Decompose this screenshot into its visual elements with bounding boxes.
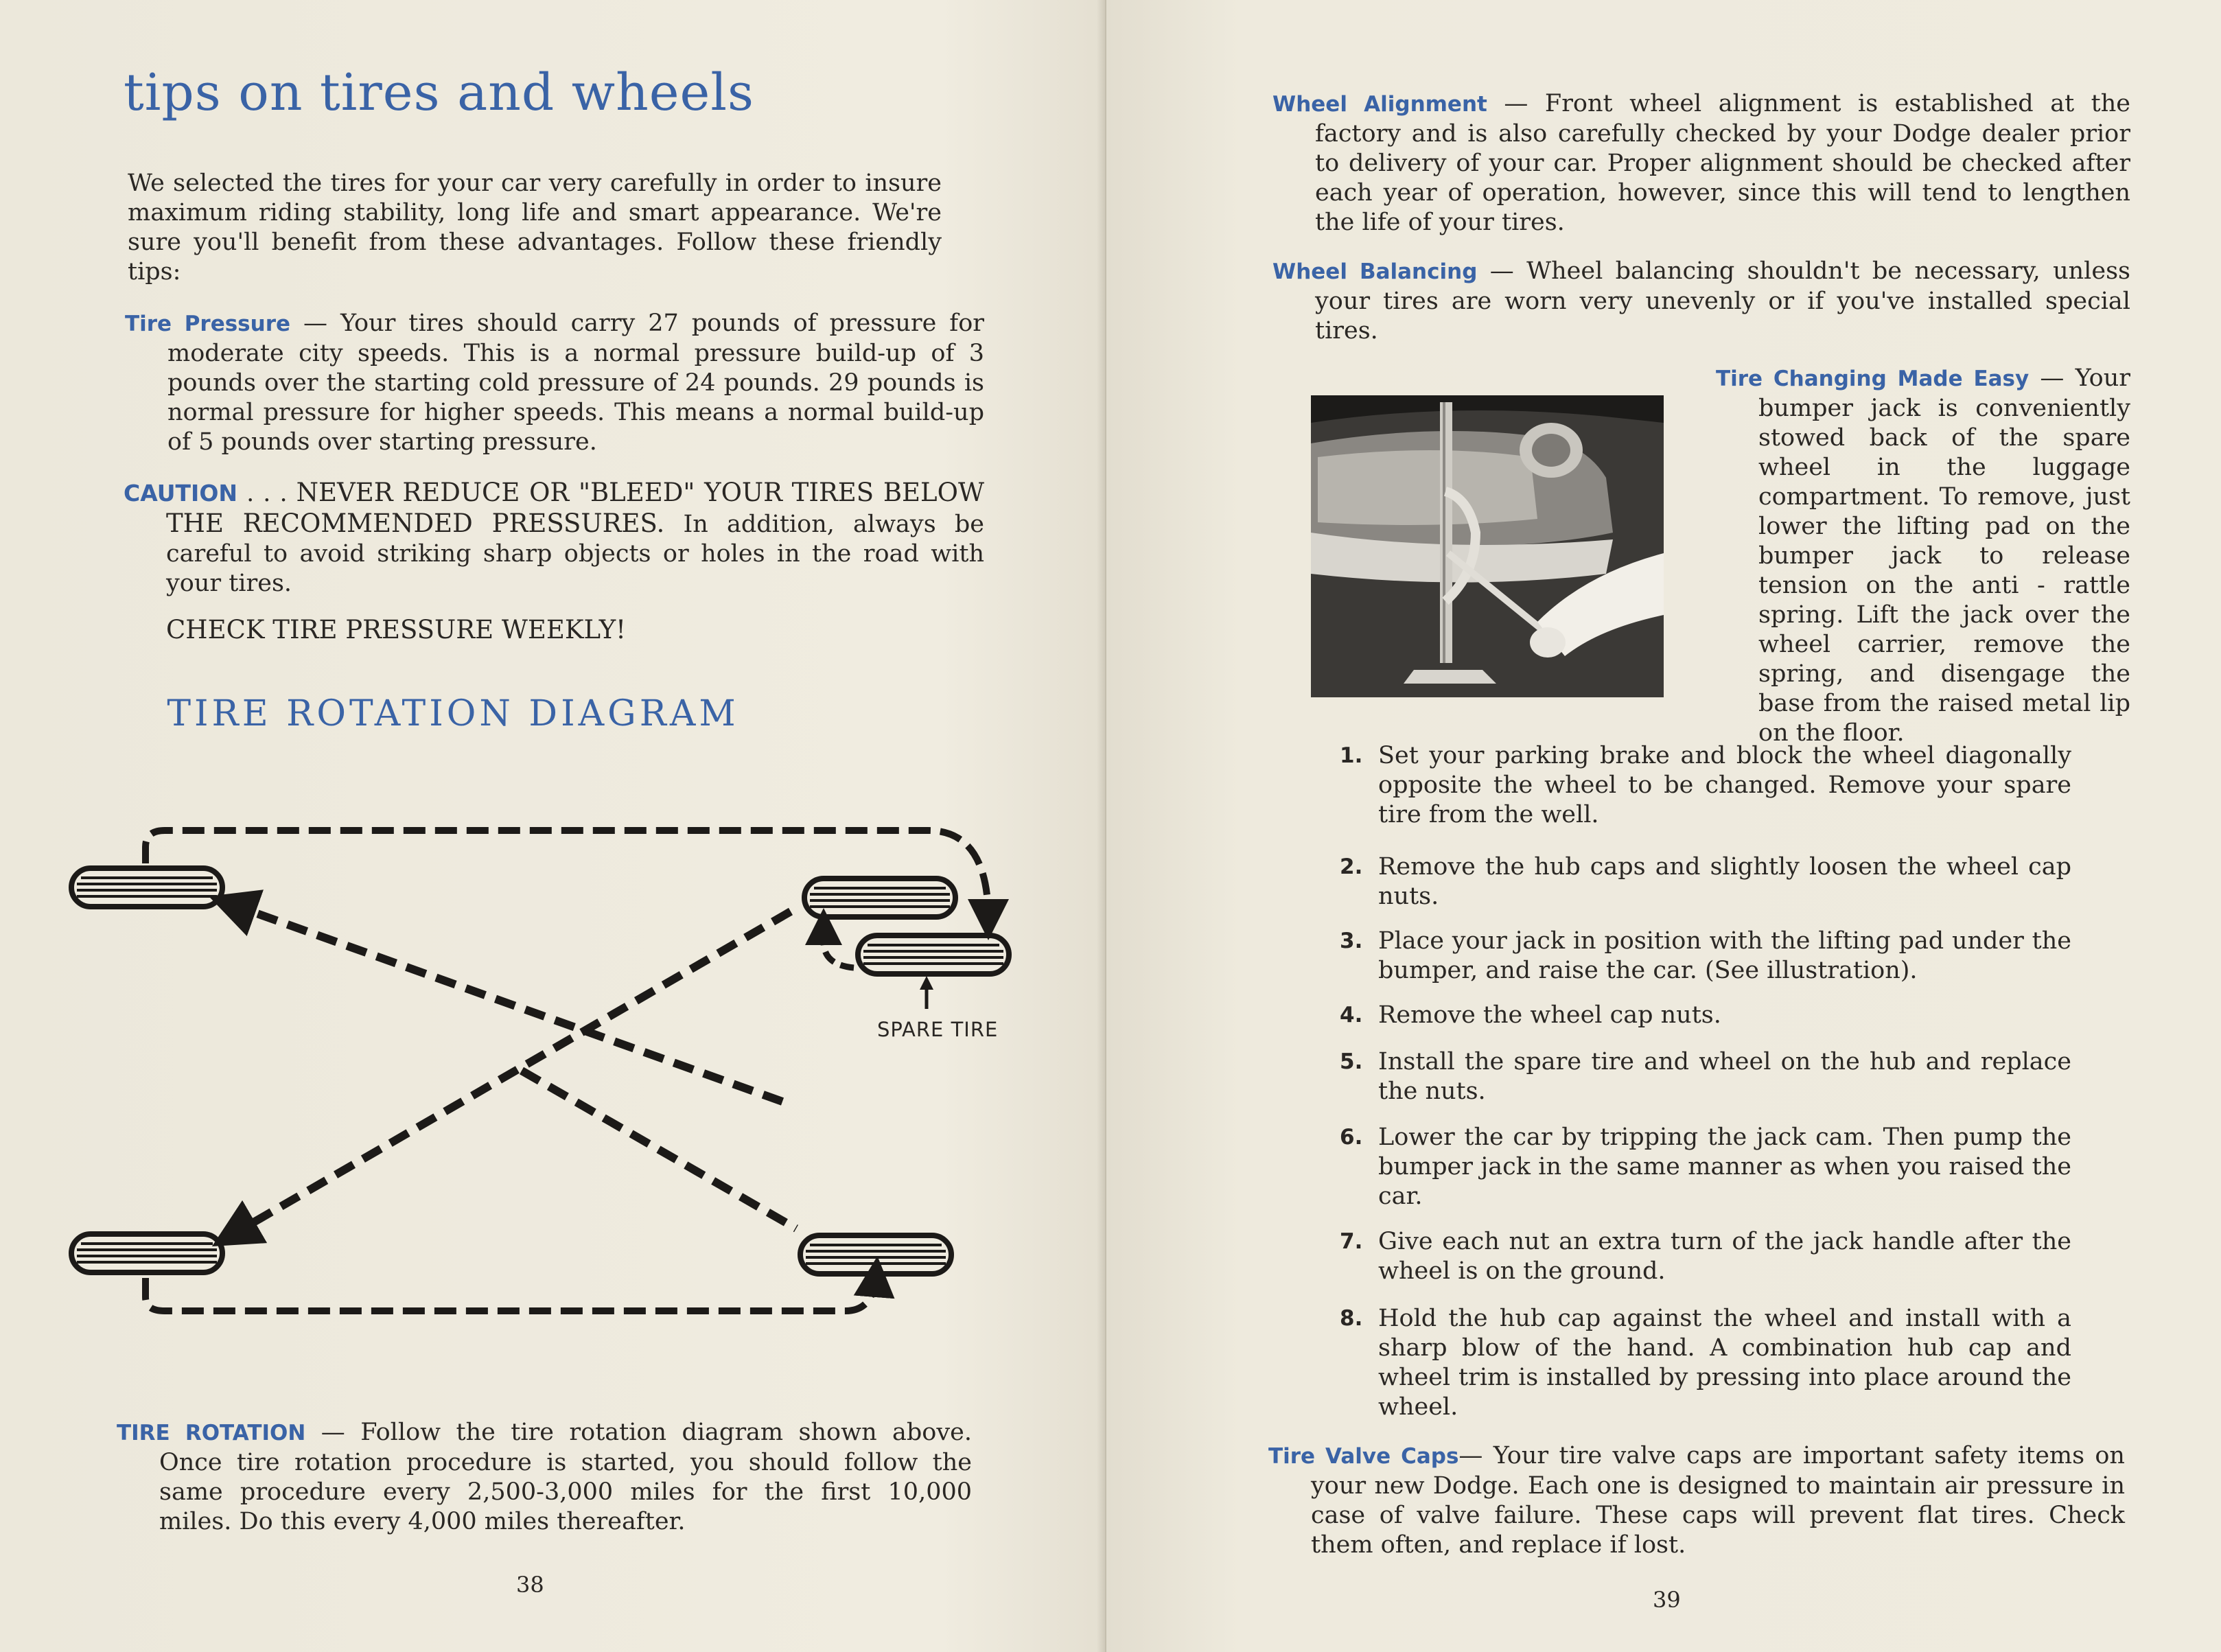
page-title: tips on tires and wheels — [124, 63, 754, 122]
rear-left-to-rear-right-path — [146, 1277, 876, 1311]
wheel-balancing-heading: Wheel Balancing — [1272, 259, 1478, 284]
caution-emphasis: NEVER REDUCE OR "BLEED" YOUR TIRES BELOW THE RECOMMENDED PRESSURES. — [166, 478, 984, 538]
caution-text: In addition, always be careful to avoid striking sharp objects or holes in the road with your tires. — [166, 511, 984, 597]
tire-valve-caps-paragraph — [1268, 1441, 2125, 1560]
tire-changing-paragraph — [1716, 364, 2130, 748]
step-item — [1340, 1227, 2221, 1286]
step-text: Give each nut an extra turn of the jack handle after the wheel is on the ground. — [1378, 1228, 2071, 1285]
step-item — [1340, 852, 2221, 911]
page-number-left: 38 — [516, 1572, 544, 1598]
check-pressure-line: CHECK TIRE PRESSURE WEEKLY! — [166, 615, 627, 644]
tire-pressure-heading: Tire Pressure — [125, 312, 291, 336]
wheel-balancing-paragraph — [1272, 257, 2130, 346]
step-text: Remove the hub caps and slightly loosen the wheel cap nuts. — [1378, 853, 2071, 910]
tire-valve-caps-heading: Tire Valve Caps — [1268, 1444, 1459, 1469]
tire-changing-text: Your bumper jack is conveniently stowed back of the spare wheel in the luggage compartment. To remove, just lower the lifting pad on the bumper jack to release tension on the anti - rattle spring. Lift the jack over the wheel carrier, remove the spring, and disengage the base from the raised metal lip on the floor. — [1758, 364, 2130, 747]
left-page — [0, 0, 1105, 1652]
tire-rotation-text: Follow the tire rotation diagram shown above. Once tire rotation procedure is started, you should follow the same procedure every 2,500-3,000 miles for the first 10,000 miles. Do this every 4,000 miles thereafter. — [159, 1419, 972, 1535]
wheel-alignment-paragraph — [1272, 89, 2130, 237]
step-text: Remove the wheel cap nuts. — [1378, 1001, 1721, 1029]
bumper-jack-photo — [1311, 395, 1664, 697]
tire-rotation-paragraph — [117, 1418, 972, 1537]
wheel-alignment-dash: — — [1487, 90, 1545, 117]
tire-rotation-diagram — [0, 782, 1043, 1359]
step-item — [1340, 1304, 2221, 1422]
step-number: 3. — [1340, 929, 1363, 953]
bumper-jack-illustration — [1311, 395, 1664, 697]
step-item — [1340, 927, 2221, 986]
rear-left-tire — [71, 1234, 222, 1272]
step-number: 6. — [1340, 1125, 1363, 1150]
intro-paragraph: We selected the tires for your car very carefully in order to insure maximum riding stability, long life and smart appearance. We're sure you'll benefit from these advantages. Follow these friendly tips: — [128, 170, 942, 286]
step-text: Lower the car by tripping the jack cam. Then pump the bumper jack in the same manner as when you raised the car. — [1378, 1124, 2071, 1210]
step-item — [1340, 1047, 2221, 1106]
tire-pressure-dash: — — [290, 310, 340, 337]
step-text: Set your parking brake and block the wheel diagonally opposite the wheel to be changed. Remove your spare tire from the well. — [1378, 742, 2071, 828]
step-item — [1340, 1001, 2221, 1030]
step-number: 7. — [1340, 1229, 1363, 1254]
step-number: 1. — [1340, 743, 1363, 768]
tire-rotation-heading: TIRE ROTATION — [117, 1421, 306, 1445]
rear-right-tire — [800, 1235, 951, 1274]
step-number: 4. — [1340, 1003, 1363, 1027]
front-left-tire — [71, 868, 222, 907]
tire-changing-heading: Tire Changing Made Easy — [1716, 367, 2030, 391]
step-item — [1340, 1123, 2221, 1211]
step-number: 5. — [1340, 1049, 1363, 1074]
wheel-balancing-text: Wheel balancing shouldn't be necessary, unless your tires are worn very unevenly or if you've installed special tires. — [1315, 257, 2130, 345]
step-number: 2. — [1340, 854, 1363, 879]
step-item — [1340, 741, 2221, 830]
tire-pressure-paragraph — [125, 309, 984, 457]
spare-pointer-arrow-icon — [920, 976, 933, 990]
wheel-balancing-dash: — — [1477, 257, 1527, 285]
caution-paragraph — [124, 478, 984, 598]
caution-dots: . . . — [237, 480, 296, 507]
step-number: 8. — [1340, 1306, 1363, 1331]
tire-changing-dash: — — [2029, 364, 2075, 392]
spare-to-front-right-path — [824, 927, 854, 968]
tire-pressure-text: Your tires should carry 27 pounds of pressure for moderate city speeds. This is a normal pressure build-up of 3 pounds over the starting cold pressure of 24 pounds. 29 pounds is normal pressure for higher speeds. This means a normal build-up of 5 pounds over starting pressure. — [167, 310, 985, 456]
page-number-right: 39 — [1653, 1587, 1681, 1613]
diagram-title: TIRE ROTATION DIAGRAM — [167, 693, 739, 734]
step-text: Place your jack in position with the lifting pad under the bumper, and raise the car. (See illustration). — [1378, 927, 2071, 984]
diagonal-lower-right-segment — [522, 1071, 796, 1229]
wheel-alignment-text: Front wheel alignment is established at the factory and is also carefully checked by your Dodge dealer prior to delivery of your car. Proper alignment should be checked after each year of operation, however, since this will tend to lengthen the life of your tires. — [1315, 90, 2130, 236]
front-right-tire — [804, 879, 955, 917]
step-text: Hold the hub cap against the wheel and install with a sharp blow of the hand. A combination hub cap and wheel trim is installed by pressing into place around the wheel. — [1378, 1305, 2071, 1421]
right-page — [1106, 0, 2221, 1652]
spare-tire — [858, 935, 1009, 974]
step-text: Install the spare tire and wheel on the hub and replace the nuts. — [1378, 1048, 2071, 1105]
wheel-alignment-heading: Wheel Alignment — [1272, 92, 1487, 117]
tire-valve-caps-dash: — — [1458, 1442, 1493, 1469]
tire-rotation-dash: — — [305, 1419, 361, 1446]
spare-tire-label: SPARE TIRE — [877, 1018, 999, 1041]
tire-valve-caps-text: Your tire valve caps are important safety items on your new Dodge. Each one is designed to maintain air pressure in case of valve failure. These caps will prevent flat tires. Check them often, and replace if lost. — [1311, 1442, 2125, 1559]
caution-heading: CAUTION — [124, 480, 237, 507]
